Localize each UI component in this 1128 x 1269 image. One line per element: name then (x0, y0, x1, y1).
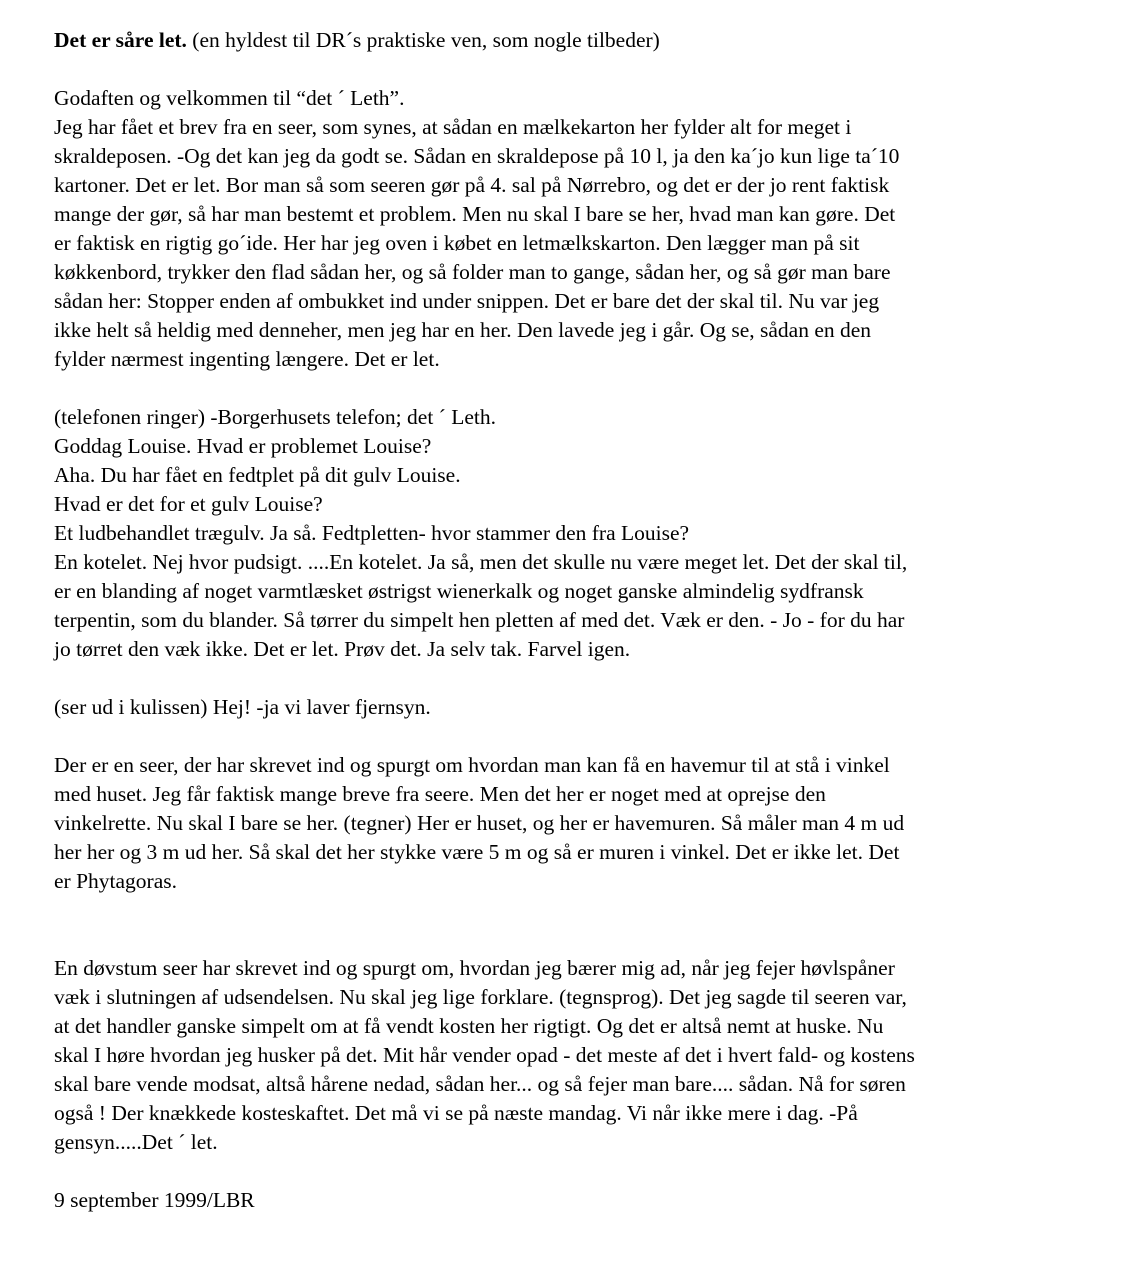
title-subtitle-text: (en hyldest til DR´s praktiske ven, som nogle tilbeder) (186, 28, 660, 52)
paragraph-spacer (54, 664, 1084, 693)
paragraph-intro (54, 84, 1084, 374)
paragraph-dovstum (54, 954, 1084, 1157)
text-line: Et ludbehandlet trægulv. Ja så. Fedtpletten- hvor stammer den fra Louise? (54, 521, 690, 545)
text-line: (telefonen ringer) -Borgerhusets telefon; det ´ Leth. (54, 405, 496, 429)
text-line: er Phytagoras. (54, 869, 177, 893)
text-line: at det handler ganske simpelt om at få vendt kosten her rigtigt. Og det er altså nemt at huske. Nu (54, 1014, 884, 1038)
paragraph-spacer (54, 722, 1084, 751)
text-line: skraldeposen. -Og det kan jeg da godt se. Sådan en skraldepose på 10 l, ja den ka´jo kun lige ta´10 (54, 144, 900, 168)
text-line: Godaften og velkommen til “det ´ Leth”. (54, 86, 405, 110)
text-line: En døvstum seer har skrevet ind og spurgt om, hvordan jeg bærer mig ad, når jeg fejer høvlspåner (54, 956, 895, 980)
paragraph-kulissen (54, 693, 1084, 722)
text-line: gensyn.....Det ´ let. (54, 1130, 218, 1154)
text-line: (ser ud i kulissen) Hej! -ja vi laver fjernsyn. (54, 695, 431, 719)
text-line: er en blanding af noget varmtlæsket østrigst wienerkalk og noget ganske almindelig sydfransk (54, 579, 864, 603)
text-line: Aha. Du har fået en fedtplet på dit gulv Louise. (54, 463, 461, 487)
text-line: Jeg har fået et brev fra en seer, som synes, at sådan en mælkekarton her fylder alt for meget i (54, 115, 852, 139)
paragraph-spacer (54, 1157, 1084, 1186)
text-line: fylder nærmest ingenting længere. Det er let. (54, 347, 440, 371)
text-line: ikke helt så heldig med denneher, men jeg har en her. Den lavede jeg i går. Og se, sådan en den (54, 318, 872, 342)
text-line: Hvad er det for et gulv Louise? (54, 492, 323, 516)
text-line: Goddag Louise. Hvad er problemet Louise? (54, 434, 432, 458)
text-line: sådan her: Stopper enden af ombukket ind under snippen. Det er bare det der skal til. Nu var jeg (54, 289, 880, 313)
text-line: skal bare vende modsat, altså hårene nedad, sådan her... og så fejer man bare.... sådan. Nå for søren (54, 1072, 906, 1096)
document-page (54, 26, 1084, 1215)
text-line: skal I høre hvordan jeg husker på det. Mit hår vender opad - det meste af det i hvert fald- og kostens (54, 1043, 915, 1067)
text-line: vinkelrette. Nu skal I bare se her. (tegner) Her er huset, og her er havemuren. Så måler man 4 m ud (54, 811, 905, 835)
text-line: også ! Der knækkede kosteskaftet. Det må vi se på næste mandag. Vi når ikke mere i dag. -På (54, 1101, 858, 1125)
text-line: kartoner. Det er let. Bor man så som seeren gør på 4. sal på Nørrebro, og det er der jo rent faktisk (54, 173, 890, 197)
document-signature: 9 september 1999/LBR (54, 1188, 255, 1212)
title-bold-text: Det er såre let. (54, 28, 187, 52)
paragraph-phone-call (54, 403, 1084, 664)
text-line: er faktisk en rigtig go´ide. Her har jeg oven i købet en letmælkskarton. Den lægger man på sit (54, 231, 860, 255)
text-line: væk i slutningen af udsendelsen. Nu skal jeg lige forklare. (tegnsprog). Det jeg sagde til seeren var, (54, 985, 907, 1009)
text-line: jo tørret den væk ikke. Det er let. Prøv det. Ja selv tak. Farvel igen. (54, 637, 631, 661)
text-line: med huset. Jeg får faktisk mange breve fra seere. Men det her er noget med at oprejse den (54, 782, 826, 806)
text-line: Der er en seer, der har skrevet ind og spurgt om hvordan man kan få en havemur til at stå i vinkel (54, 753, 890, 777)
paragraph-havemur (54, 751, 1084, 896)
text-line: En kotelet. Nej hvor pudsigt. ....En kotelet. Ja så, men det skulle nu være meget let. Det der skal til, (54, 550, 908, 574)
text-line: mange der gør, så har man bestemt et problem. Men nu skal I bare se her, hvad man kan gøre. Det (54, 202, 896, 226)
paragraph-spacer (54, 896, 1084, 954)
text-line: her her og 3 m ud her. Så skal det her stykke være 5 m og så er muren i vinkel. Det er ikke let. Det (54, 840, 900, 864)
document-title (54, 26, 1084, 55)
text-line: terpentin, som du blander. Så tørrer du simpelt hen pletten af med det. Væk er den. - Jo - for du har (54, 608, 905, 632)
text-line: køkkenbord, trykker den flad sådan her, og så folder man to gange, sådan her, og så gør man bare (54, 260, 891, 284)
paragraph-spacer (54, 374, 1084, 403)
